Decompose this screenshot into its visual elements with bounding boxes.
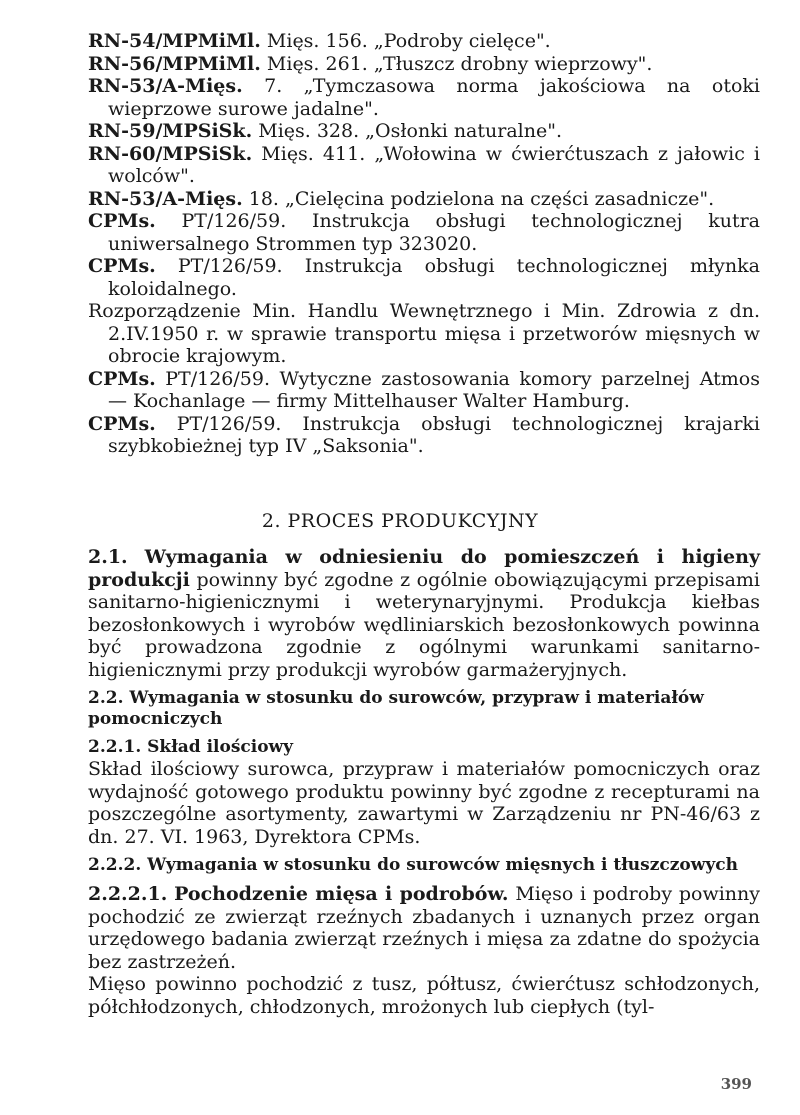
reference-item	[88, 255, 760, 300]
reference-code: CPMs.	[88, 412, 156, 435]
reference-text: Rozporządzenie Min. Handlu Wewnętrznego i Min. Zdrowia z dn. 2.IV.1950 r. w sprawie transportu mięsa i przetworów mięsnych w obrocie krajowym.	[88, 300, 760, 367]
reference-text: 18. „Cielęcina podzielona na części zasadnicze".	[248, 187, 715, 210]
reference-code: RN-53/A-Mięs.	[88, 187, 243, 210]
reference-code: RN-53/A-Mięs.	[88, 75, 243, 97]
reference-item	[88, 368, 760, 413]
reference-code: RN-60/MPSiSk.	[88, 142, 253, 165]
reference-item	[88, 30, 760, 53]
reference-text: 7. „Tymczasowa norma jakościowa na otoki wieprzowe surowe jadalne".	[108, 75, 760, 120]
reference-item	[88, 75, 760, 120]
reference-item	[88, 53, 760, 76]
section-body	[88, 546, 760, 1018]
subsection-title-2-2: 2.2. Wymagania w stosunku do surowców, przypraw i materiałów pomocniczych	[88, 688, 704, 729]
reference-text: Mięs. 328. „Osłonki naturalne".	[258, 120, 563, 142]
reference-code: RN-56/MPMiMl.	[88, 52, 261, 75]
reference-text: Mięs. 261. „Tłuszcz drobny wieprzowy".	[266, 52, 653, 75]
reference-code: CPMs.	[88, 255, 156, 277]
paragraph-text: Mięso i podroby powinny pochodzić ze zwierząt rzeźnych zbadanych i uznanych przez organ urzędowego badania zwierząt rzeźnych i mięsa za zdatne do spożycia bez zastrzeżeń.	[88, 883, 760, 973]
reference-text: PT/126/59. Wytyczne zastosowania komory parzelnej Atmos — Kochanlage — firmy Mittelhauser Walter Hamburg.	[108, 367, 760, 412]
reference-text: Mięs. 156. „Podroby cielęce".	[266, 30, 551, 52]
paragraph-2-2-2-1	[88, 883, 760, 973]
reference-item	[88, 143, 760, 188]
paragraph-number: 2.1.	[88, 546, 128, 568]
paragraph-text: powinny być zgodne z ogólnie obowiązującymi przepisami sanitarno-higienicznymi i weterynaryjnymi. Produkcja kiełbas bezosłonkowych i wyrobów wędliniarskich bezosłonkowych powinna być prowadzona zgodnie z ogólnymi warunkami sanitarno-higienicznymi przy produkcji wyrobów garmażeryjnych.	[88, 568, 760, 681]
paragraph-2-2-2-1-continued: Mięso powinno pochodzić z tusz, półtusz, ćwierćtusz schłodzonych, półchłodzonych, chłodzonych, mrożonych lub ciepłych (tyl-	[88, 973, 760, 1018]
reference-item	[88, 300, 760, 368]
paragraph-2-1	[88, 546, 760, 681]
reference-text: PT/126/59. Instrukcja obsługi technologicznej młynka koloidalnego.	[108, 255, 760, 300]
page-number: 399	[720, 1075, 752, 1093]
reference-code: RN-59/MPSiSk.	[88, 120, 253, 142]
reference-text: PT/126/59. Instrukcja obsługi technologicznej krajarki szybkobieżnej typ IV „Saksonia".	[108, 412, 760, 457]
reference-code: CPMs.	[88, 210, 156, 232]
reference-code: CPMs.	[88, 367, 156, 390]
reference-item	[88, 188, 760, 211]
reference-text: PT/126/59. Instrukcja obsługi technologicznej kutra uniwersalnego Strommen typ 323020.	[108, 210, 760, 255]
paragraph-lead: Pochodzenie mięsa i podrobów.	[174, 883, 509, 905]
paragraph-lead: Wymagania w odniesieniu do pomieszczeń i higieny produkcji	[88, 546, 760, 591]
subsection-title-2-2-2: 2.2.2. Wymagania w stosunku do surowców mięsnych i tłuszczowych	[88, 855, 738, 875]
paragraph-2-2-1: Skład ilościowy surowca, przypraw i materiałów pomocniczych oraz wydajność gotowego produktu powinny być zgodne z recepturami na poszczególne asortymenty, zawartymi w Zarządzeniu nr PN-46/63 z dn. 27. VI. 1963, Dyrektora CPMs.	[88, 758, 760, 848]
paragraph-number: 2.2.2.1.	[88, 883, 168, 905]
reference-text: Mięs. 411. „Wołowina w ćwierćtuszach z jałowic i wolców".	[108, 142, 760, 187]
subsection-title-2-2-1: 2.2.1. Skład ilościowy	[88, 737, 294, 757]
reference-code: RN-54/MPMiMl.	[88, 30, 261, 52]
section-heading: 2. PROCES PRODUKCYJNY	[261, 510, 539, 532]
reference-item	[88, 413, 760, 458]
reference-list	[88, 30, 760, 458]
reference-item	[88, 120, 760, 143]
reference-item	[88, 210, 760, 255]
